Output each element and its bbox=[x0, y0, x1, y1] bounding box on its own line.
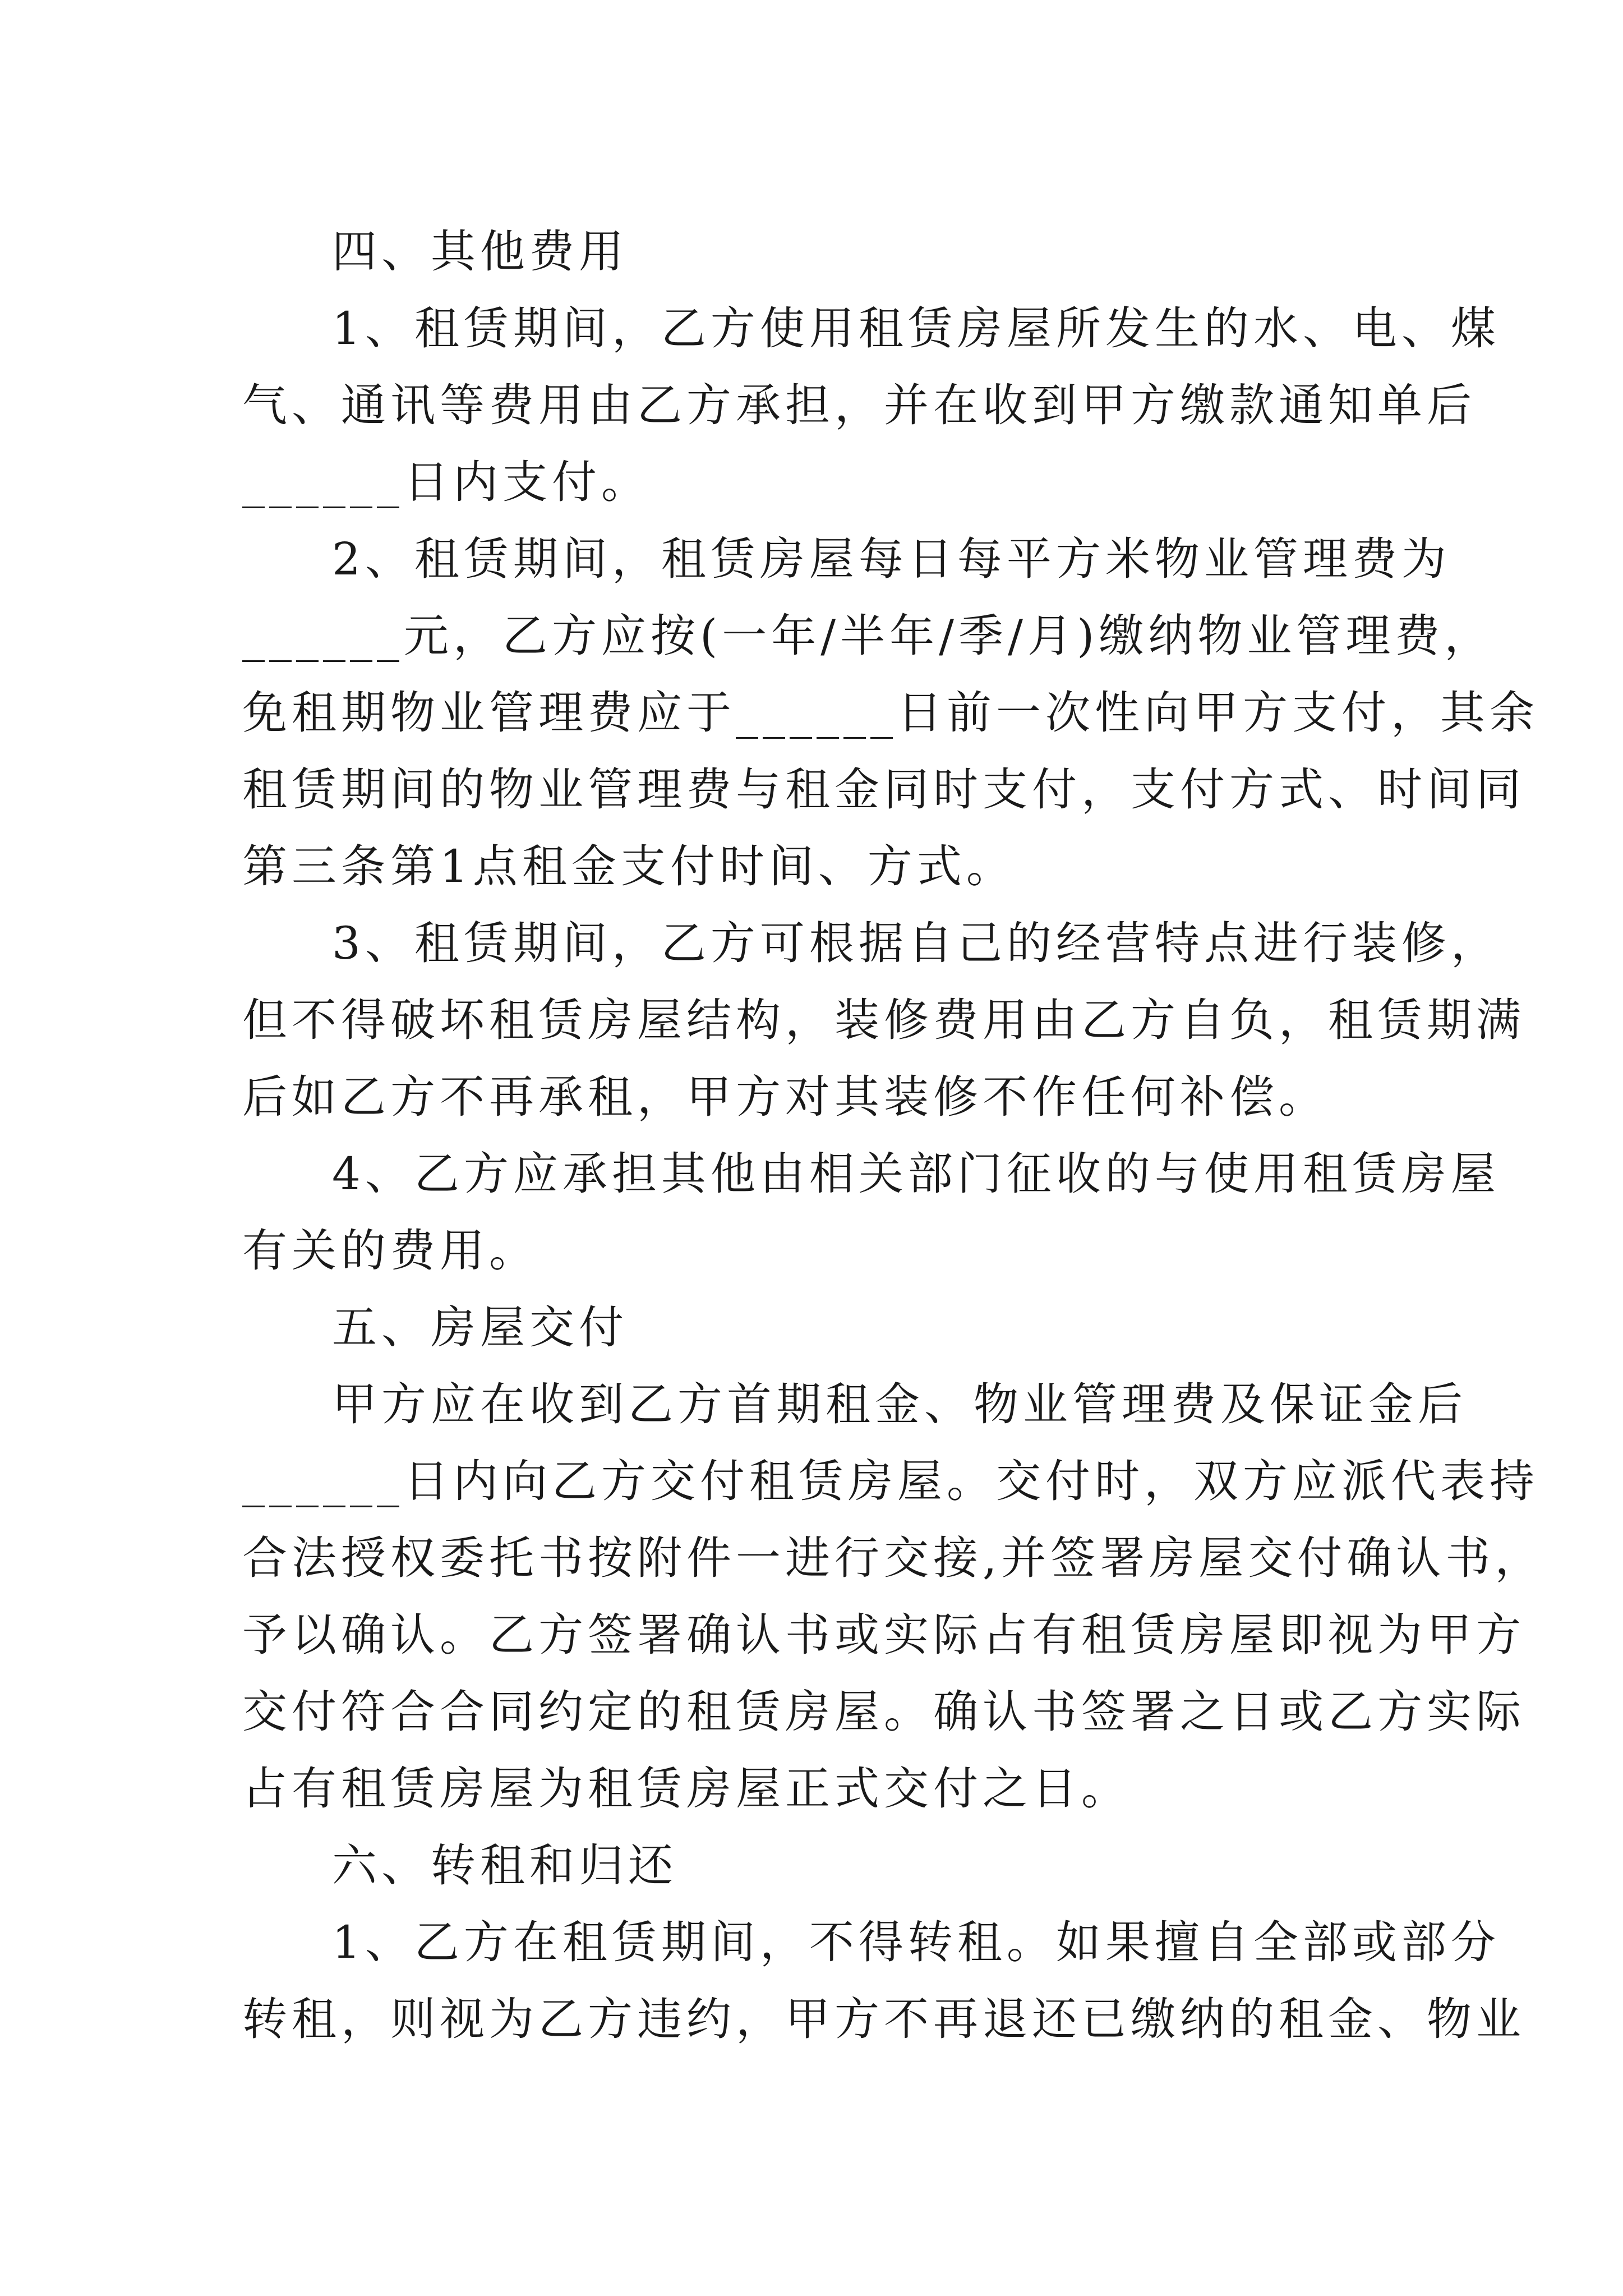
text-line: 有关的费用。 bbox=[242, 1225, 538, 1277]
text-line: 甲方应在收到乙方首期租金、物业管理费及保证金后 bbox=[332, 1378, 1467, 1430]
text-line: 后如乙方不再承租，甲方对其装修不作任何补偿。 bbox=[242, 1071, 1328, 1123]
text-line: 转租，则视为乙方违约，甲方不再退还已缴纳的租金、物业 bbox=[242, 1993, 1525, 2045]
text-line: 1、租赁期间，乙方使用租赁房屋所发生的水、电、煤 bbox=[332, 302, 1500, 355]
text-line: 占有租赁房屋为租赁房屋正式交付之日。 bbox=[242, 1763, 1131, 1815]
text-line: 但不得破坏租赁房屋结构，装修费用由乙方自负，租赁期满 bbox=[242, 994, 1525, 1046]
text-line: ______日内支付。 bbox=[242, 456, 651, 508]
text-line: 合法授权委托书按附件一进行交接,并签署房屋交付确认书， bbox=[242, 1532, 1544, 1584]
text-line: ______日内向乙方交付租赁房屋。交付时，双方应派代表持 bbox=[242, 1455, 1539, 1507]
text-line: 予以确认。乙方签署确认书或实际占有租赁房屋即视为甲方 bbox=[242, 1609, 1525, 1661]
section-heading-sublease: 六、转租和归还 bbox=[332, 1839, 677, 1892]
text-line: 气、通讯等费用由乙方承担，并在收到甲方缴款通知单后 bbox=[242, 379, 1476, 431]
text-line: 交付符合合同约定的租赁房屋。确认书签署之日或乙方实际 bbox=[242, 1686, 1525, 1738]
text-line: 第三条第1点租金支付时间、方式。 bbox=[242, 840, 1016, 892]
section-heading-other-fees: 四、其他费用 bbox=[332, 226, 628, 278]
text-line: 租赁期间的物业管理费与租金同时支付，支付方式、时间同 bbox=[242, 763, 1525, 816]
text-line: 免租期物业管理费应于______日前一次性向甲方支付，其余 bbox=[242, 687, 1539, 739]
text-line: 4、乙方应承担其他由相关部门征收的与使用租赁房屋 bbox=[332, 1148, 1500, 1200]
document-body bbox=[242, 213, 1544, 2058]
text-line: 3、租赁期间，乙方可根据自己的经营特点进行装修， bbox=[332, 917, 1500, 969]
text-line: ______元，乙方应按(一年/半年/季/月)缴纳物业管理费， bbox=[242, 610, 1494, 662]
text-line: 2、租赁期间，租赁房屋每日每平方米物业管理费为 bbox=[332, 533, 1451, 585]
section-heading-delivery: 五、房屋交付 bbox=[332, 1301, 628, 1354]
text-line: 1、乙方在租赁期间，不得转租。如果擅自全部或部分 bbox=[332, 1916, 1500, 1968]
